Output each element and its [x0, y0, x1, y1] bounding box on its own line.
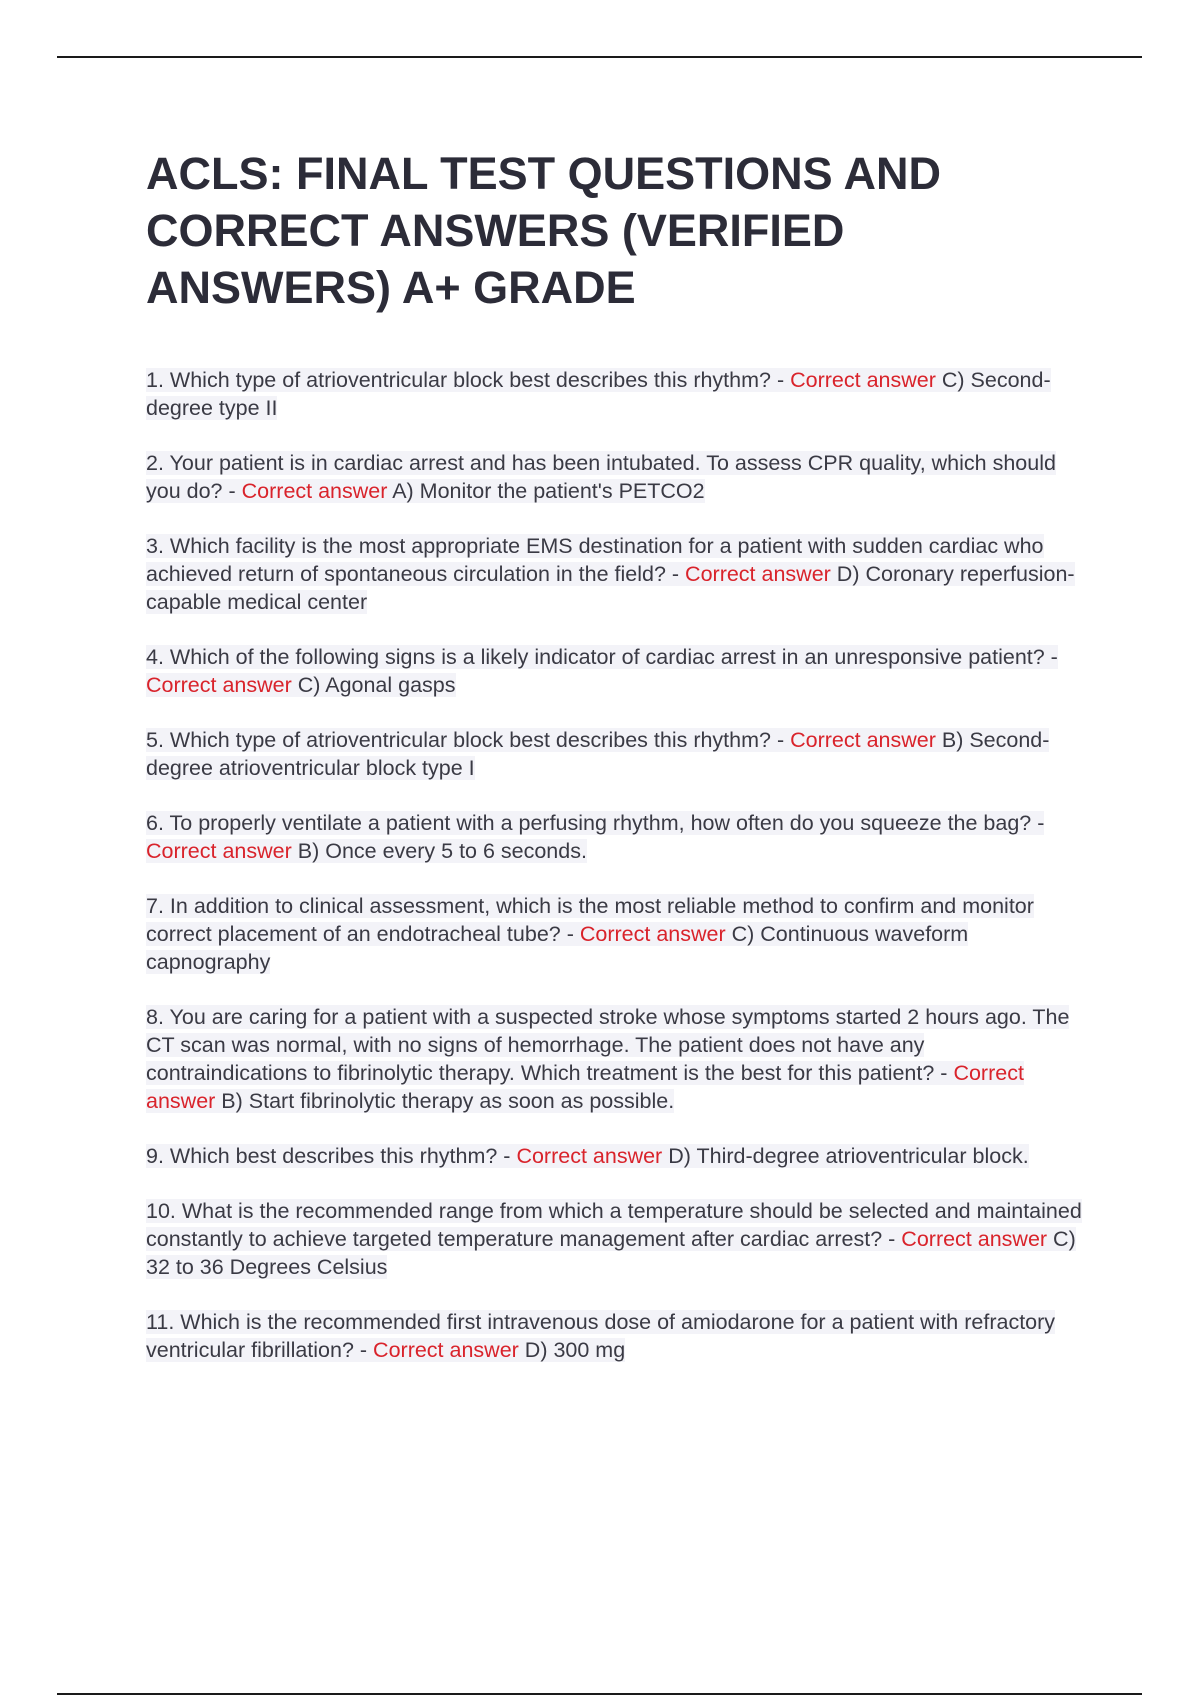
- question-number: 2.: [146, 451, 164, 475]
- question-item: [146, 643, 1091, 699]
- answer-text: B) Start fibrinolytic therapy as soon as possible.: [221, 1089, 675, 1113]
- answer-text: C) Continuous waveform capnography: [146, 922, 969, 974]
- question-text: Which type of atrioventricular block best describes this rhythm? -: [169, 368, 785, 392]
- question-number: 4.: [146, 645, 164, 669]
- question-item: [146, 532, 1091, 616]
- question-text: Which facility is the most appropriate EMS destination for a patient with sudden cardiac who achieved return of spontaneous circulation in the field? -: [146, 534, 1044, 586]
- question-text: What is the recommended range from which a temperature should be selected and maintained constantly to achieve targeted temperature management after cardiac arrest? -: [146, 1199, 1082, 1251]
- question-text: Which best describes this rhythm? -: [169, 1144, 511, 1168]
- question-item: [146, 726, 1091, 782]
- question-text: Which is the recommended first intravenous dose of amiodarone for a patient with refractory ventricular fibrillation? -: [146, 1310, 1056, 1362]
- question-number: 5.: [146, 728, 164, 752]
- answer-text: D) 300 mg: [524, 1338, 626, 1362]
- answer-text: C) 32 to 36 Degrees Celsius: [146, 1227, 1076, 1279]
- question-text: You are caring for a patient with a suspected stroke whose symptoms started 2 hours ago. The CT scan was normal, with no signs of hemorrhage. The patient does not have any contraindications to fibrinolytic therapy. Which treatment is the best for this patient? -: [146, 1005, 1070, 1085]
- correct-answer-label: Correct answer: [579, 922, 726, 946]
- question-text: Which type of atrioventricular block best describes this rhythm? -: [169, 728, 785, 752]
- question-text: Your patient is in cardiac arrest and has been intubated. To assess CPR quality, which should you do? -: [146, 451, 1056, 503]
- question-item: [146, 1142, 1091, 1170]
- correct-answer-label: Correct answer: [516, 1144, 663, 1168]
- document-title: ACLS: FINAL TEST QUESTIONS AND CORRECT ANSWERS (VERIFIED ANSWERS) A+ GRADE: [146, 148, 942, 313]
- question-item: [146, 1308, 1091, 1364]
- correct-answer-label: Correct answer: [241, 479, 388, 503]
- question-item: [146, 1003, 1091, 1115]
- answer-text: D) Third-degree atrioventricular block.: [668, 1144, 1029, 1168]
- question-number: 10.: [146, 1199, 176, 1223]
- correct-answer-label: Correct answer: [146, 673, 292, 697]
- question-number: 11.: [146, 1310, 175, 1334]
- answer-text: C) Agonal gasps: [297, 673, 456, 697]
- question-number: 7.: [146, 894, 164, 918]
- correct-answer-label: Correct answer: [373, 1338, 519, 1362]
- correct-answer-label: Correct answer: [901, 1227, 1048, 1251]
- answer-text: C) Second-degree type II: [146, 368, 1051, 420]
- correct-answer-label: Correct answer: [146, 1061, 1024, 1113]
- question-text: Which of the following signs is a likely indicator of cardiac arrest in an unresponsive patient? -: [169, 645, 1058, 669]
- question-item: [146, 366, 1091, 422]
- top-rule: [57, 56, 1142, 58]
- answer-text: B) Once every 5 to 6 seconds.: [297, 839, 587, 863]
- correct-answer-label: Correct answer: [790, 368, 936, 392]
- question-item: [146, 449, 1091, 505]
- question-list: [146, 366, 1091, 1391]
- question-number: 9.: [146, 1144, 164, 1168]
- correct-answer-label: Correct answer: [685, 562, 831, 586]
- question-number: 8.: [146, 1005, 164, 1029]
- question-number: 3.: [146, 534, 164, 558]
- question-text: To properly ventilate a patient with a perfusing rhythm, how often do you squeeze the bag? -: [169, 811, 1045, 835]
- bottom-rule: [57, 1693, 1142, 1695]
- question-item: [146, 809, 1091, 865]
- answer-text: A) Monitor the patient's PETCO2: [392, 479, 705, 503]
- question-item: [146, 1197, 1091, 1281]
- question-text: In addition to clinical assessment, which is the most reliable method to confirm and monitor correct placement of an endotracheal tube? -: [146, 894, 1034, 946]
- question-number: 1.: [146, 368, 164, 392]
- correct-answer-label: Correct answer: [146, 839, 292, 863]
- answer-text: B) Second-degree atrioventricular block type I: [146, 728, 1050, 780]
- question-item: [146, 892, 1091, 976]
- answer-text: D) Coronary reperfusion-capable medical center: [146, 562, 1075, 614]
- correct-answer-label: Correct answer: [790, 728, 936, 752]
- question-number: 6.: [146, 811, 164, 835]
